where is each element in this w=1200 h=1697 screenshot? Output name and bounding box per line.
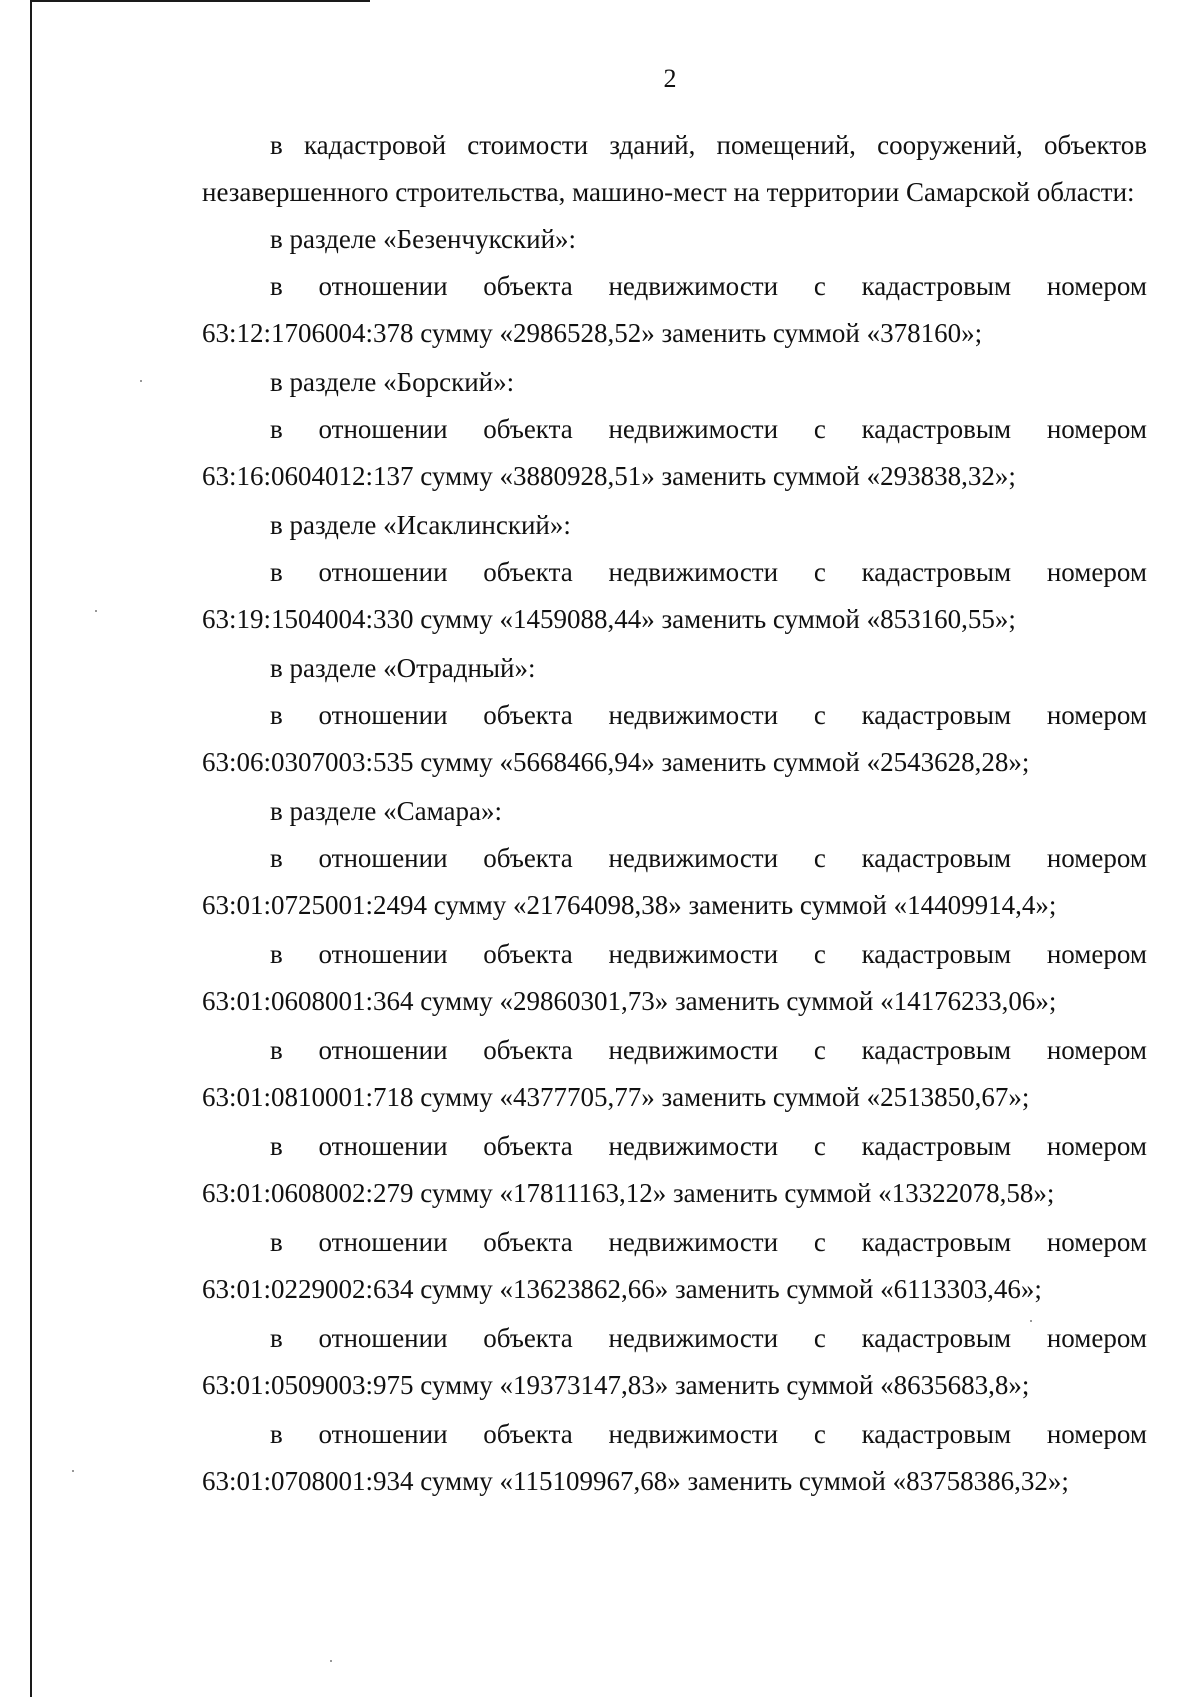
entry-word: номером <box>1046 939 1147 969</box>
entry-line-first <box>202 406 1147 453</box>
entry-line-first <box>202 1411 1147 1458</box>
scan-speck <box>1030 1320 1032 1322</box>
entry-line-second: 63:01:0608001:364 сумму «29860301,73» заменить суммой «14176233,06»; <box>202 986 1057 1016</box>
entry-word: номером <box>1046 1227 1147 1257</box>
scan-speck <box>330 1660 332 1662</box>
entry-word: объекта <box>483 700 573 730</box>
entry-word: недвижимости <box>608 557 779 587</box>
entry-word: в <box>270 414 283 444</box>
entry-line-second: 63:01:0509003:975 сумму «19373147,83» заменить суммой «8635683,8»; <box>202 1370 1030 1400</box>
entry-word: в <box>270 1131 283 1161</box>
entry-word: с <box>813 1035 826 1065</box>
entry-line-second: 63:12:1706004:378 сумму «2986528,52» заменить суммой «378160»; <box>202 318 983 348</box>
entry-line-first <box>202 692 1147 739</box>
entry-word: недвижимости <box>608 1419 779 1449</box>
entry-word: недвижимости <box>608 1035 779 1065</box>
page-number: 2 <box>663 64 677 93</box>
entry-word: кадастровым <box>861 414 1012 444</box>
entry-line-first <box>202 1315 1147 1362</box>
entry-paragraph <box>202 931 1147 1025</box>
entry-word: кадастровым <box>861 557 1012 587</box>
entry-paragraph <box>202 835 1147 929</box>
scan-speck <box>95 610 97 612</box>
entry-line-first <box>202 835 1147 882</box>
section-heading: в разделе «Исаклинский»: <box>270 510 571 540</box>
entry-word: в <box>270 843 283 873</box>
entry-word: с <box>813 557 826 587</box>
section-heading: в разделе «Самара»: <box>270 796 502 826</box>
entry-word: номером <box>1046 1323 1147 1353</box>
entry-word: недвижимости <box>608 414 779 444</box>
entry-paragraph <box>202 406 1147 500</box>
entry-word: в <box>270 700 283 730</box>
entry-word: номером <box>1046 1131 1147 1161</box>
entry-word: отношении <box>318 1227 448 1257</box>
entry-word: недвижимости <box>608 1131 779 1161</box>
entry-word: недвижимости <box>608 939 779 969</box>
section-heading: в разделе «Отрадный»: <box>270 653 536 683</box>
entry-word: недвижимости <box>608 271 779 301</box>
entry-word: объекта <box>483 1227 573 1257</box>
intro-paragraph: в кадастровой стоимости зданий, помещений, сооружений, объектов незавершенного строительства, машино-мест на территории Самарской области: <box>202 130 1147 207</box>
entry-word: недвижимости <box>608 700 779 730</box>
entry-word: объекта <box>483 843 573 873</box>
entry-word: с <box>813 843 826 873</box>
entry-word: с <box>813 1227 826 1257</box>
entry-word: отношении <box>318 1419 448 1449</box>
entry-word: с <box>813 939 826 969</box>
entry-word: в <box>270 271 283 301</box>
section-heading: в разделе «Борский»: <box>270 367 515 397</box>
entry-paragraph <box>202 263 1147 357</box>
entry-word: номером <box>1046 843 1147 873</box>
entry-paragraph <box>202 549 1147 643</box>
entry-line-first <box>202 1027 1147 1074</box>
entry-line-first <box>202 263 1147 310</box>
entry-word: номером <box>1046 414 1147 444</box>
entry-paragraph <box>202 1315 1147 1409</box>
entry-word: номером <box>1046 1419 1147 1449</box>
entry-word: номером <box>1046 1035 1147 1065</box>
entry-word: отношении <box>318 700 448 730</box>
entry-line-second: 63:01:0725001:2494 сумму «21764098,38» заменить суммой «14409914,4»; <box>202 890 1057 920</box>
entry-word: кадастровым <box>861 1035 1012 1065</box>
entry-word: кадастровым <box>861 1419 1012 1449</box>
entry-line-second: 63:01:0810001:718 сумму «4377705,77» заменить суммой «2513850,67»; <box>202 1082 1030 1112</box>
entry-word: отношении <box>318 557 448 587</box>
entry-word: номером <box>1046 557 1147 587</box>
entry-word: объекта <box>483 271 573 301</box>
entry-word: объекта <box>483 414 573 444</box>
entry-line-second: 63:06:0307003:535 сумму «5668466,94» заменить суммой «2543628,28»; <box>202 747 1030 777</box>
entry-word: недвижимости <box>608 1227 779 1257</box>
entry-word: в <box>270 1323 283 1353</box>
entry-word: объекта <box>483 557 573 587</box>
scan-border-top <box>30 0 370 2</box>
entry-word: с <box>813 1131 826 1161</box>
entry-word: недвижимости <box>608 1323 779 1353</box>
entry-word: в <box>270 939 283 969</box>
entry-word: с <box>813 1323 826 1353</box>
entry-word: отношении <box>318 843 448 873</box>
entry-line-second: 63:01:0708001:934 сумму «115109967,68» заменить суммой «83758386,32»; <box>202 1466 1069 1496</box>
entry-word: отношении <box>318 1035 448 1065</box>
entry-word: номером <box>1046 271 1147 301</box>
entry-word: в <box>270 1035 283 1065</box>
entry-word: объекта <box>483 1131 573 1161</box>
entry-word: номером <box>1046 700 1147 730</box>
entry-word: объекта <box>483 1323 573 1353</box>
entry-word: отношении <box>318 939 448 969</box>
entry-word: объекта <box>483 939 573 969</box>
entry-word: кадастровым <box>861 939 1012 969</box>
entry-word: отношении <box>318 1131 448 1161</box>
sections-list <box>202 216 1147 1505</box>
entry-word: в <box>270 1419 283 1449</box>
entry-word: кадастровым <box>861 700 1012 730</box>
section-heading: в разделе «Безенчукский»: <box>270 224 577 254</box>
entry-word: объекта <box>483 1419 573 1449</box>
entry-line-first <box>202 549 1147 596</box>
entry-word: кадастровым <box>861 1131 1012 1161</box>
entry-word: недвижимости <box>608 843 779 873</box>
entry-paragraph <box>202 1027 1147 1121</box>
entry-paragraph <box>202 692 1147 786</box>
entry-line-second: 63:16:0604012:137 сумму «3880928,51» заменить суммой «293838,32»; <box>202 461 1016 491</box>
entry-word: отношении <box>318 1323 448 1353</box>
entry-word: с <box>813 271 826 301</box>
entry-paragraph <box>202 1219 1147 1313</box>
entry-word: с <box>813 414 826 444</box>
entry-word: отношении <box>318 414 448 444</box>
entry-line-first <box>202 1219 1147 1266</box>
entry-word: в <box>270 557 283 587</box>
entry-word: кадастровым <box>861 1323 1012 1353</box>
entry-word: кадастровым <box>861 1227 1012 1257</box>
entry-line-first <box>202 1123 1147 1170</box>
entry-word: кадастровым <box>861 843 1012 873</box>
entry-line-second: 63:01:0229002:634 сумму «13623862,66» заменить суммой «6113303,46»; <box>202 1274 1042 1304</box>
scan-speck <box>72 1470 74 1472</box>
entry-word: объекта <box>483 1035 573 1065</box>
entry-line-second: 63:01:0608002:279 сумму «17811163,12» заменить суммой «13322078,58»; <box>202 1178 1055 1208</box>
entry-word: с <box>813 700 826 730</box>
entry-paragraph <box>202 1411 1147 1505</box>
entry-word: с <box>813 1419 826 1449</box>
scan-speck <box>140 380 142 382</box>
entry-word: отношении <box>318 271 448 301</box>
entry-paragraph <box>202 1123 1147 1217</box>
entry-word: кадастровым <box>861 271 1012 301</box>
scan-border-left <box>30 0 32 1697</box>
document-body <box>202 122 1147 1507</box>
entry-line-first <box>202 931 1147 978</box>
entry-line-second: 63:19:1504004:330 сумму «1459088,44» заменить суммой «853160,55»; <box>202 604 1016 634</box>
entry-word: в <box>270 1227 283 1257</box>
